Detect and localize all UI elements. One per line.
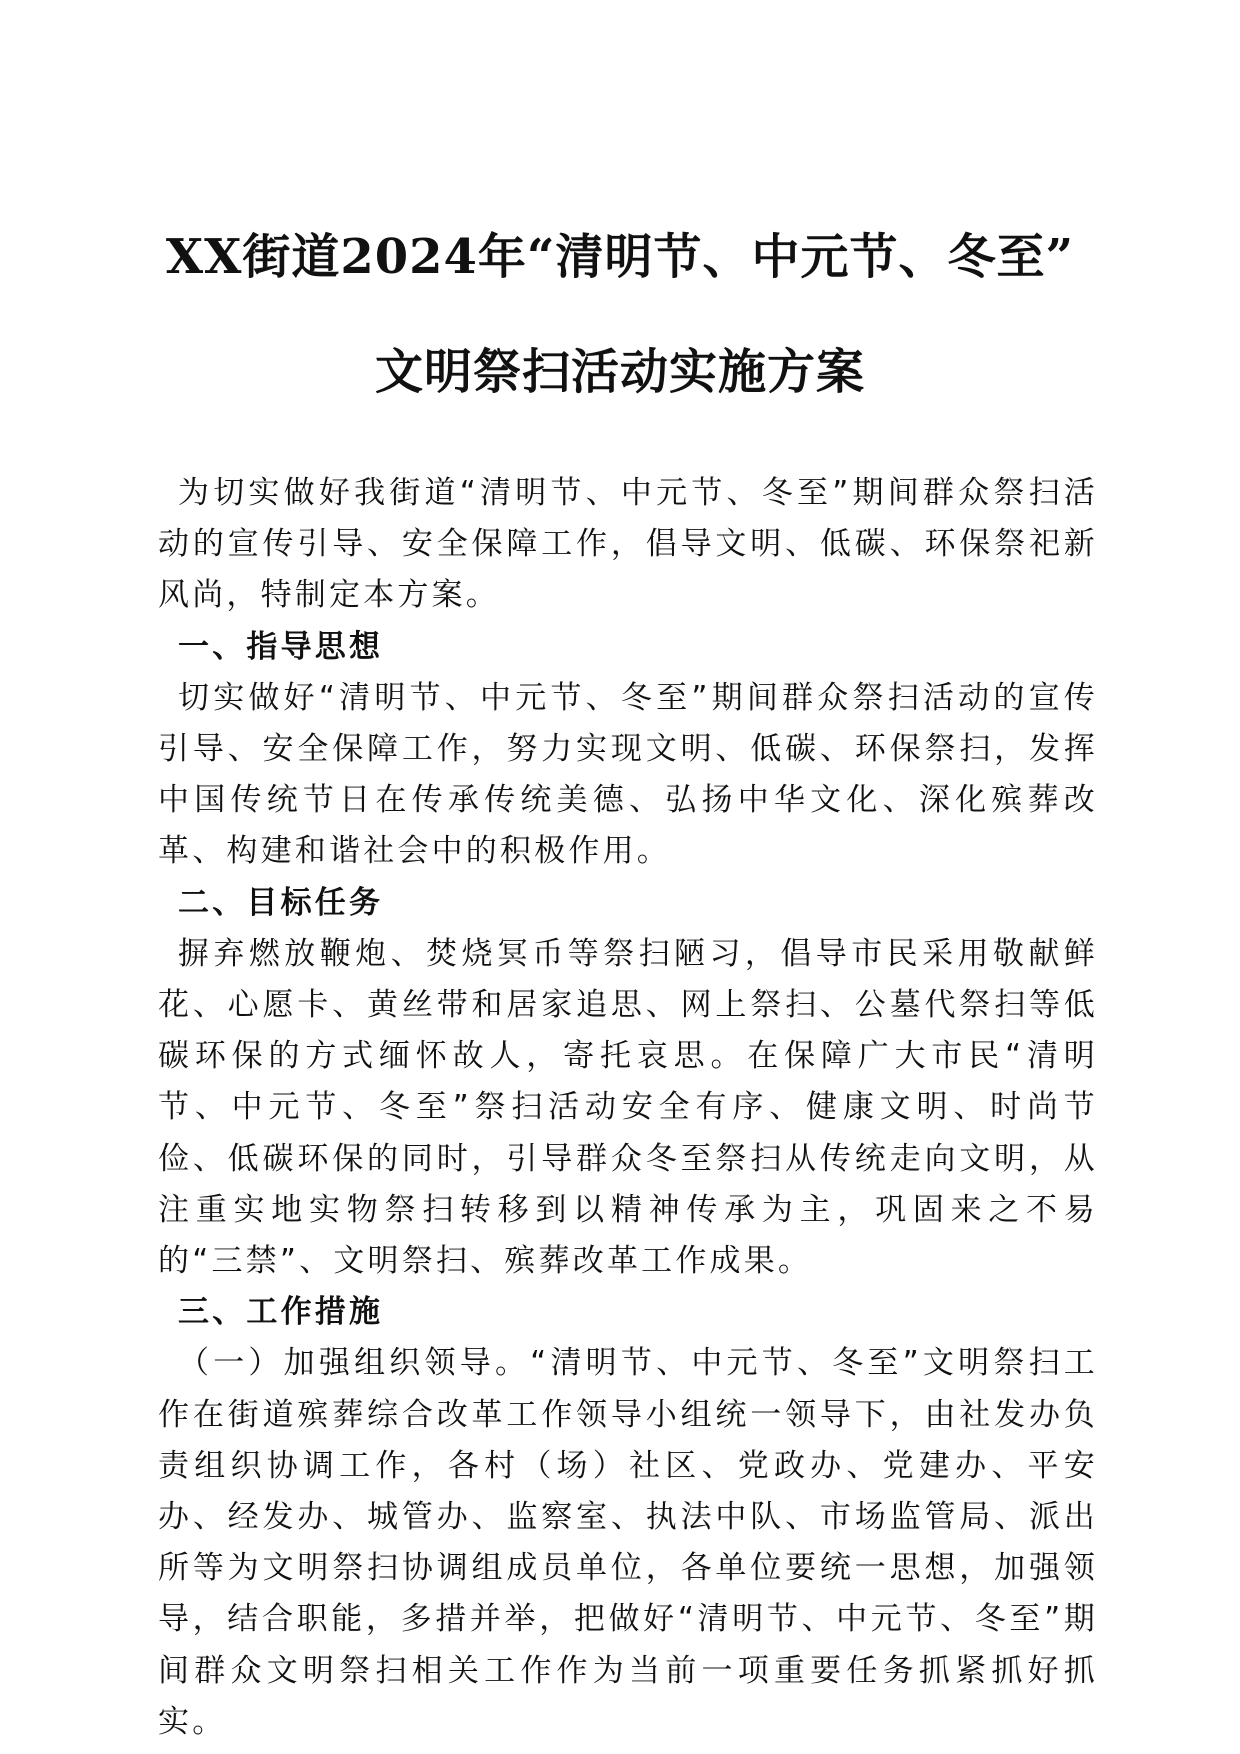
section-heading-measures: 三、工作措施 xyxy=(178,1294,384,1331)
document-title-line1: XX街道2024年“清明节、中元节、冬至” xyxy=(165,229,1075,285)
section-paragraph-guiding-ideology: 切实做好“清明节、中元节、冬至”期间群众祭扫活动的宣传引导、安全保障工作，努力实现文明、低碳、环保祭扫，发挥中国传统节日在传承传统美德、弘扬中华文化、深化殡葬改革、构建和谐社会中的积极作用。 xyxy=(158,679,1098,870)
section-paragraph-goals: 摒弃燃放鞭炮、焚烧冥币等祭扫陋习，倡导市民采用敬献鲜花、心愿卡、黄丝带和居家追思、网上祭扫、公墓代祭扫等低碳环保的方式缅怀故人，寄托哀思。在保障广大市民“清明节、中元节、冬至”祭扫活动安全有序、健康文明、时尚节俭、低碳环保的同时，引导群众冬至祭扫从传统走向文明，从注重实地实物祭扫转移到以精神传承为主，巩固来之不易的“三禁”、文明祭扫、殡葬改革工作成果。 xyxy=(158,935,1098,1280)
section-heading-goals: 二、目标任务 xyxy=(178,884,384,921)
section-heading-guiding-ideology: 一、指导思想 xyxy=(178,628,384,665)
document-title-line2: 文明祭扫活动实施方案 xyxy=(374,344,865,400)
intro-paragraph: 为切实做好我街道“清明节、中元节、冬至”期间群众祭扫活动的宣传引导、安全保障工作，倡导文明、低碳、环保祭祀新风尚，特制定本方案。 xyxy=(158,475,1098,614)
document-body xyxy=(158,468,1098,1748)
section-paragraph-measures: （一）加强组织领导。“清明节、中元节、冬至”文明祭扫工作在街道殡葬综合改革工作领导小组统一领导下，由社发办负责组织协调工作，各村（场）社区、党政办、党建办、平安办、经发办、城管办、监察室、执法中队、市场监管局、派出所等为文明祭扫协调组成员单位，各单位要统一思想，加强领导，结合职能，多措并举，把做好“清明节、中元节、冬至”期间群众文明祭扫相关工作作为当前一项重要任务抓紧抓好抓实。 xyxy=(158,1345,1098,1740)
